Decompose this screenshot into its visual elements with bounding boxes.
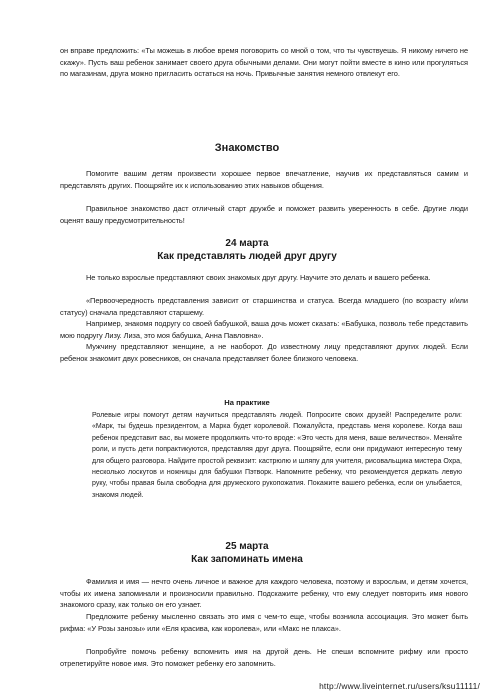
section-date-march-25: 25 марта: [225, 541, 269, 552]
practice-box-text: Ролевые игры помогут детям научиться представлять людей. Попросите своих друзей! Распределите роли: «Марк, ты будешь президентом, а Марка будет королевой. Пожалуйста, представь меня королеве. Когда ваш ребенок представит вас, вы можете продолжить что-то вроде: «Это честь для меня, ваше величество». Меняйте роли, и пусть дети попрактикуются, представляя друг друга. Поощряйте, если они придумают интересную тему для общего разговора. Найдите простой реквизит: кастрюлю и шляпу для учителя, рисовальщика мистера Охра, несколько лоскутов и ножницы для бабушки Пэтворк. Напомните ребенку, что рекомендуется держать левую руку, чтобы правая была свободна для дружеского рукопожатия. Покажите вашего ребенка, если он улыбается, знакомя людей.: [92, 412, 462, 499]
introducing-paragraph-2: «Первоочередность представления зависит от старшинства и статуса. Всегда младшего (по возрасту и/или статусу) сначала представляют старшему.: [60, 296, 468, 317]
section-date-march-24: 24 марта: [225, 238, 269, 249]
intro-paragraph: он вправе предложить: «Ты можешь в любое время поговорить со мной о том, что ты чувствуешь. Я никому ничего не скажу». Пусть ваш ребенок занимает своего друга обычными делами. Они могут пойти вместе в кино или прогуляться по магазинам, друга можно пригласить остаться на ночь. Привычные занятия немного отвлекут его.: [60, 46, 468, 79]
introducing-paragraph-1: Не только взрослые представляют своих знакомых друг другу. Научите это делать и вашего ребенка.: [86, 273, 431, 282]
introductions-paragraph-1: Помогите вашим детям произвести хорошее первое впечатление, научив их представляться самим и представлять других. Поощряйте их к использованию этих навыков общения.: [60, 169, 468, 190]
introducing-paragraph-4: Мужчину представляют женщине, а не наоборот. До известному лицу представляют других людей. Если ребенок знакомит двух ровесников, он сначала представляет более близкого человека.: [60, 342, 468, 363]
section-heading-remembering-names: Как запоминать имена: [191, 554, 303, 565]
names-paragraph-3: Попробуйте помочь ребенку вспомнить имя на другой день. Не спеши вспомните рифму или просто отрепетируйте новое имя. Это поможет ребенку его запомнить.: [60, 647, 468, 668]
practice-box-title: На практике: [224, 398, 270, 407]
introducing-paragraph-3: Например, знакомя подругу со своей бабушкой, ваша дочь может сказать: «Бабушка, позволь тебе представить мою подругу Лизу. Лиза, это моя бабушка, Анна Павловна».: [60, 319, 468, 340]
section-heading-introducing-people: Как представлять людей друг другу: [157, 251, 337, 262]
introductions-paragraph-2: Правильное знакомство даст отличный старт дружбе и поможет развить уверенность в себе. Другие люди оценят вашу предусмотрительность!: [60, 204, 468, 225]
names-paragraph-2: Предложите ребенку мысленно связать это имя с чем-то еще, чтобы возникла ассоциация. Это может быть рифма: «У Розы занозы» или «Еля красива, как королева», или «Макс не плакса».: [60, 612, 468, 633]
footer-url[interactable]: http://www.liveinternet.ru/users/ksu11111/: [319, 681, 480, 691]
section-heading-introductions: Знакомство: [214, 142, 280, 154]
names-paragraph-1: Фамилия и имя — нечто очень личное и важное для каждого человека, поэтому и взрослым, и детям хочется, чтобы их имена запоминали и произносили правильно. Подскажите ребенку, что ему следует повторить имя нового знакомого сразу, как только он его узнает.: [60, 577, 468, 610]
